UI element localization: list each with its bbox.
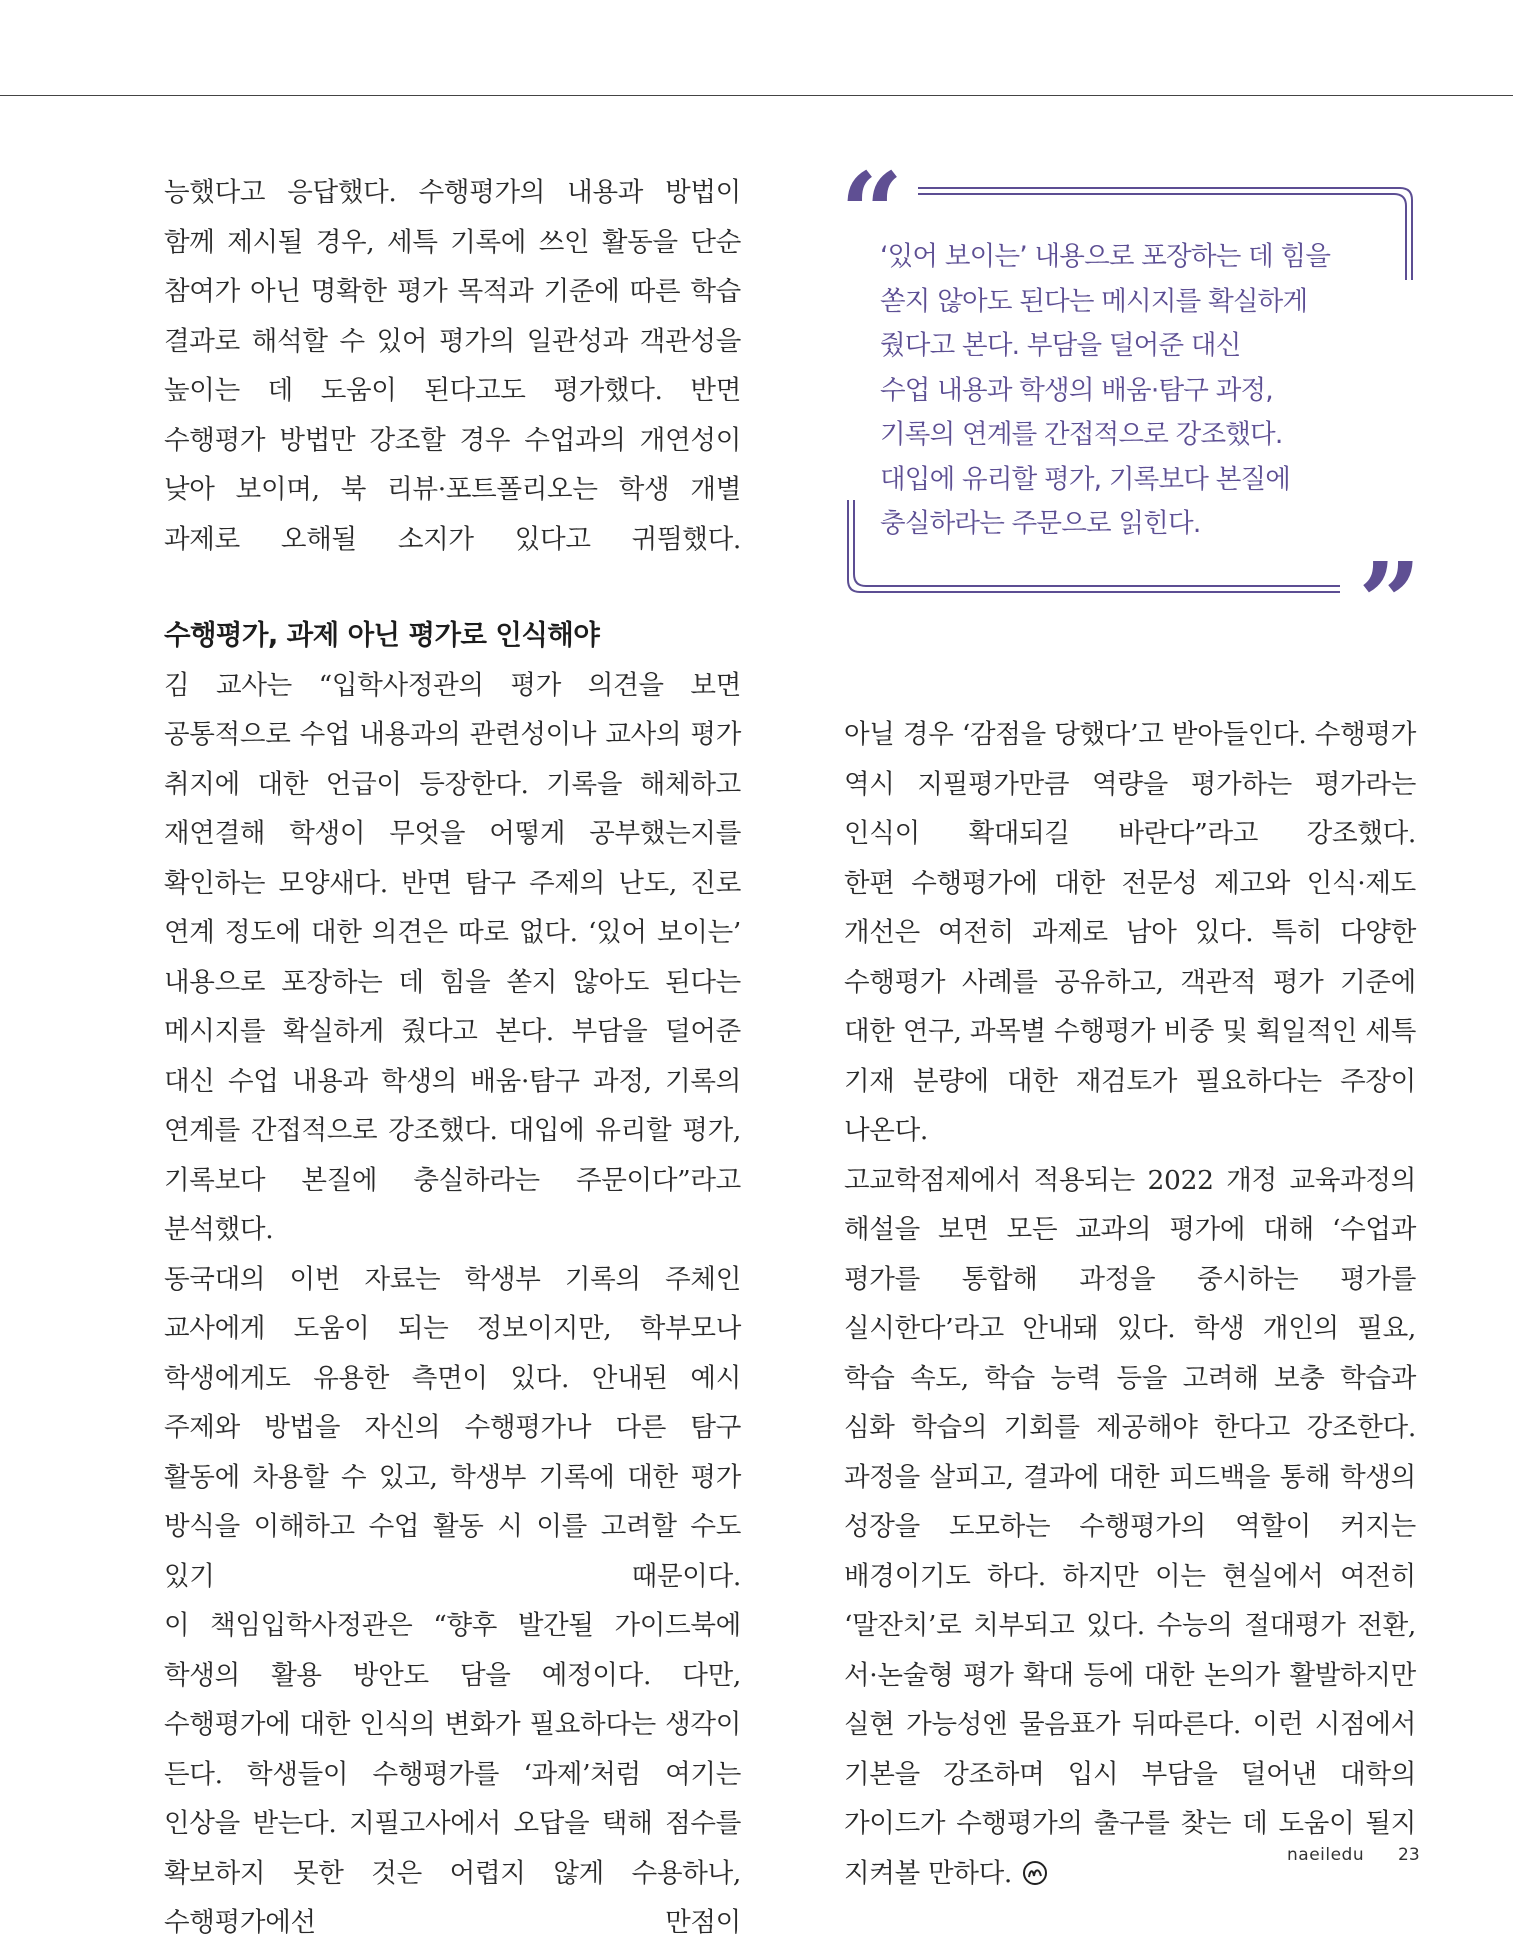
paragraph: 한편 수행평가에 대한 전문성 제고와 인식·제도 개선은 여전히 과제로 남아 있다. 특히 다양한 수행평가 사례를 공유하고, 객관적 평가 기준에 대한 연구, 과목별 수행평가 비중 및 획일적인 세특 기재 분량에 대한 재검토가 필요하다는 주장이 나온다. [844,867,1416,1146]
pull-quote [840,148,1420,620]
open-quote-icon: “ [840,148,904,277]
paragraph: 아닐 경우 ‘감점을 당했다’고 받아들인다. 수행평가 역시 지필평가만큼 역량을 평가하는 평가라는 인식이 확대되길 바란다”라고 강조했다. [844,719,1416,849]
naeil-end-mark-icon [1022,1860,1048,1886]
quote-line: 줬다고 본다. 부담을 덜어준 대신 [880,330,1241,361]
quote-line: 수업 내용과 학생의 배움·탐구 과정, [880,374,1273,406]
top-rule [0,95,1513,96]
left-column [164,168,741,1948]
quote-line: ‘있어 보이는’ 내용으로 포장하는 데 힘을 [880,241,1331,272]
paragraph: 김 교사는 “입학사정관의 평가 의견을 보면 공통적으로 수업 내용과의 관련성이나 교사의 평가 취지에 대한 언급이 등장한다. 기록을 해체하고 재연결해 학생이 무엇을 어떻게 공부했는지를 확인하는 모양새다. 반면 탐구 주제의 난도, 진로 연계 정도에 대한 의견은 따로 없다. ‘있어 보이는’ 내용으로 포장하는 데 힘을 쏟지 않아도 된다는 메시지를 확실하게 줬다고 본다. 부담을 덜어준 대신 수업 내용과 학생의 배움·탐구 과정, 기록의 연계를 간접적으로 강조했다. 대입에 유리할 평가, 기록보다 본질에 충실하라는 주문이다”라고 분석했다. [164,669,741,1245]
close-quote-icon: ” [1358,538,1422,667]
quote-line: 충실하라는 주문으로 읽힌다. [880,508,1201,539]
quote-line: 기록의 연계를 간접적으로 강조했다. [880,419,1283,450]
paragraph: 능했다고 응답했다. 수행평가의 내용과 방법이 함께 제시될 경우, 세특 기록에 쓰인 활동을 단순 참여가 아닌 명확한 평가 목적과 기준에 따른 학습 결과로 해석할 수 있어 평가의 일관성과 객관성을 높이는 데 도움이 된다고도 평가했다. 반면 수행평가 방법만 강조할 경우 수업과의 개연성이 낮아 보이며, 북 리뷰·포트폴리오는 학생 개별 과제로 오해될 소지가 있다고 귀띔했다. [164,177,741,555]
paragraph-text: 고교학점제에서 적용되는 2022 개정 교육과정의 해설을 보면 모든 교과의 평가에 대해 ‘수업과 평가를 통합해 과정을 중시하는 평가를 실시한다’라고 안내돼 있다. 학생 개인의 필요, 학습 속도, 학습 능력 등을 고려해 보충 학습과 심화 학습의 기회를 제공해야 한다고 강조한다. 과정을 살피고, 결과에 대한 피드백을 통해 학생의 성장을 도모하는 수행평가의 역할이 커지는 배경이기도 하다. 하지만 이는 현실에서 여전히 ‘말잔치’로 치부되고 있다. 수능의 절대평가 전환, 서·논술형 평가 확대 등에 대한 논의가 활발하지만 실현 가능성엔 물음표가 뒤따른다. 이런 시점에서 기본을 강조하며 입시 부담을 덜어낸 대학의 가이드가 수행평가의 출구를 찾는 데 도움이 될지 지켜볼 만하다. [844,1164,1416,1889]
paragraph: 동국대의 이번 자료는 학생부 기록의 주체인 교사에게 도움이 되는 정보이지만, 학부모나 학생에게도 유용한 측면이 있다. 안내된 예시 주제와 방법을 자신의 수행평가나 다른 탐구 활동에 차용할 수 있고, 학생부 기록에 대한 평가 방식을 이해하고 수업 활동 시 이를 고려할 수도 있기 때문이다. [164,1263,741,1592]
paragraph [844,1156,1416,1899]
pull-quote-text [880,235,1350,547]
right-column [844,710,1416,1898]
footer-brand: naeiledu [1287,1845,1365,1865]
quote-line: 대입에 유리할 평가, 기록보다 본질에 [880,463,1291,495]
quote-line: 쏟지 않아도 된다는 메시지를 확실하게 [880,285,1308,317]
section-heading: 수행평가, 과제 아닌 평가로 인식해야 [164,619,600,651]
paragraph: 이 책임입학사정관은 “향후 발간될 가이드북에 학생의 활용 방안도 담을 예정이다. 다만, 수행평가에 대한 인식의 변화가 필요하다는 생각이 든다. 학생들이 수행평가를 ‘과제’처럼 여기는 인상을 받는다. 지필고사에서 오답을 택해 점수를 확보하지 못한 것은 어렵지 않게 수용하나, 수행평가에선 만점이 [164,1610,741,1938]
page-number: 23 [1398,1845,1420,1865]
